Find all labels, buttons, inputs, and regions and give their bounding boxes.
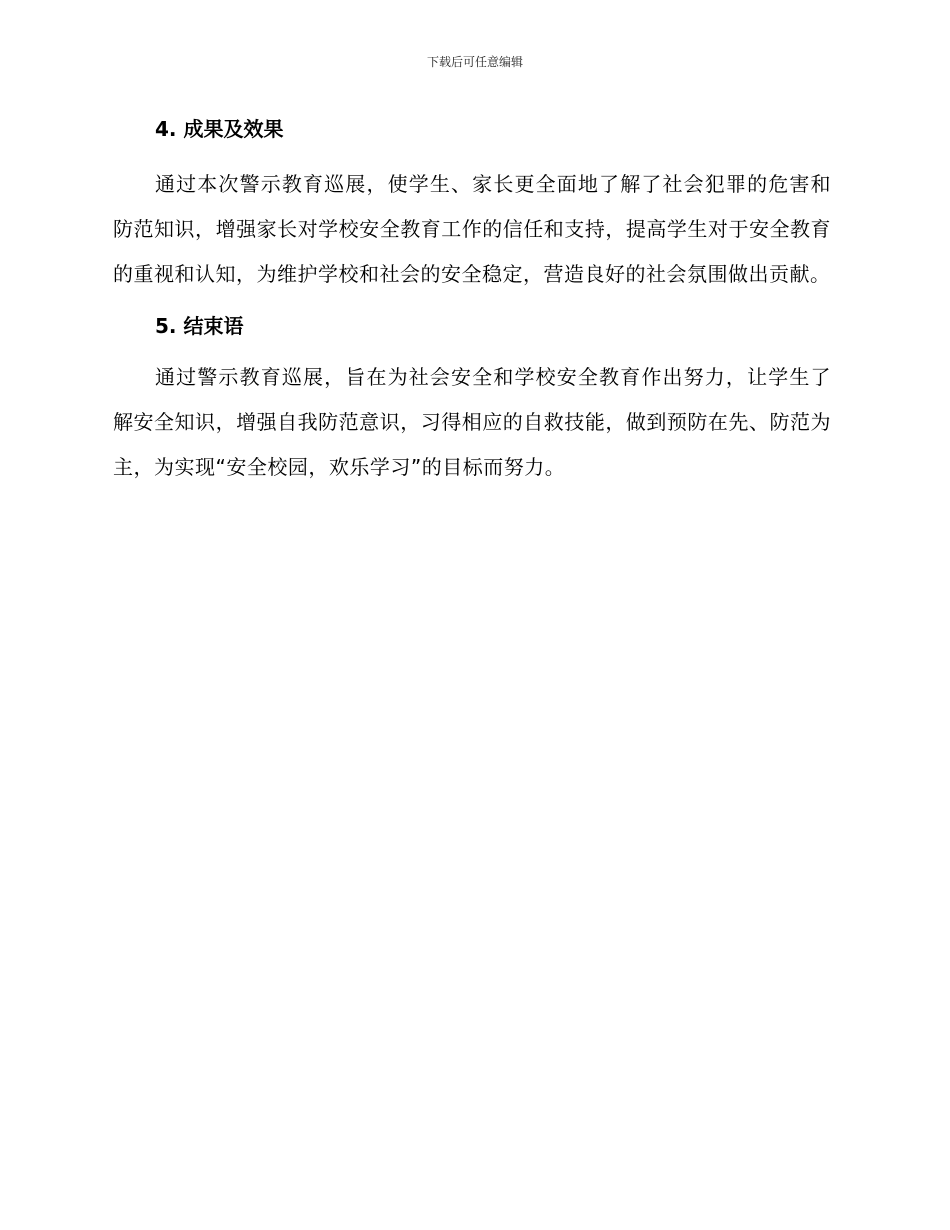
paragraph-results: 通过本次警示教育巡展，使学生、家长更全面地了解了社会犯罪的危害和防范知识，增强家长对学校安全教育工作的信任和支持，提高学生对于安全教育的重视和认知，为维护学校和社会的安全稳定，营造良好的社会氛围做出贡献。 — [113, 172, 831, 286]
page-header: 下载后可任意编辑 — [426, 55, 523, 69]
section-heading-results: 4. 成果及效果 — [155, 117, 284, 141]
document-body — [113, 112, 831, 490]
section-heading-conclusion: 5. 结束语 — [155, 314, 244, 338]
paragraph-conclusion: 通过警示教育巡展，旨在为社会安全和学校安全教育作出努力，让学生了解安全知识，增强自我防范意识，习得相应的自救技能，做到预防在先、防范为主，为实现“安全校园，欢乐学习”的目标而努力。 — [113, 365, 831, 479]
